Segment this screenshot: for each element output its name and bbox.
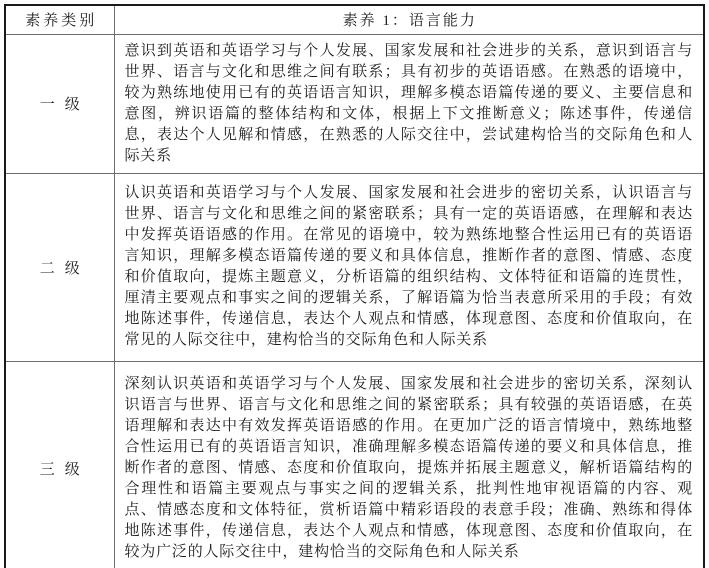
- table-row-level-1: [5, 34, 704, 173]
- level-2-description: 认识英语和英语学习与个人发展、国家发展和社会进步的密切关系，认识语言与世界、语言与文化和思维之间的紧密联系；具有一定的英语语感，在理解和表达中发挥英语语感的作用。在常见的语境中，较为熟练地整合性运用已有的英语语言知识，理解多模态语篇传递的要义和具体信息，推断作者的意图、情感、态度和价值取向，提炼主题意义，分析语篇的组织结构、文体特征和语篇的连贯性，厘清主要观点和事实之间的逻辑关系，了解语篇为恰当表意所采用的手段；有效地陈述事件，传递信息，表达个人观点和情感，体现意图、态度和价值取向，在常见的人际交往中，建构恰当的交际角色和人际关系: [114, 173, 704, 361]
- table-row-level-2: [5, 173, 704, 361]
- level-3-description: 深刻认识英语和英语学习与个人发展、国家发展和社会进步的密切关系，深刻认识语言与世界、语言与文化和思维之间的紧密联系；具有较强的英语语感，在英语理解和表达中有效发挥英语语感的作用。在更加广泛的语言情境中，熟练地整合性运用已有的英语语言知识，准确理解多模态语篇传递的要义和具体信息，推断作者的意图、情感、态度和价值取向，提炼并拓展主题意义，解析语篇结构的合理性和语篇主要观点与事实之间的逻辑关系，批判性地审视语篇的内容、观点、情感态度和文体特征，赏析语篇中精彩语段的表意手段；准确、熟练和得体地陈述事件，传递信息，表达个人观点和情感，体现意图、态度和价值取向，在较为广泛的人际交往中，建构恰当的交际角色和人际关系: [114, 361, 704, 568]
- competency-table: [4, 4, 705, 568]
- level-2-label: 二级: [5, 173, 114, 361]
- header-competency-title: 素养 1：语言能力: [114, 5, 704, 34]
- table-row-level-3: [5, 361, 704, 568]
- level-3-label: 三级: [5, 361, 114, 568]
- table-header-row: [5, 5, 704, 34]
- level-1-description: 意识到英语和英语学习与个人发展、国家发展和社会进步的关系，意识到语言与世界、语言与文化和思维之间有联系；具有初步的英语语感。在熟悉的语境中，较为熟练地使用已有的英语语言知识，理解多模态语篇传递的要义、主要信息和意图，辨识语篇的整体结构和文体，根据上下文推断意义；陈述事件，传递信息，表达个人见解和情感，在熟悉的人际交往中，尝试建构恰当的交际角色和人际关系: [114, 34, 704, 173]
- header-category-label: 素养类别: [5, 5, 114, 34]
- level-1-label: 一级: [5, 34, 114, 173]
